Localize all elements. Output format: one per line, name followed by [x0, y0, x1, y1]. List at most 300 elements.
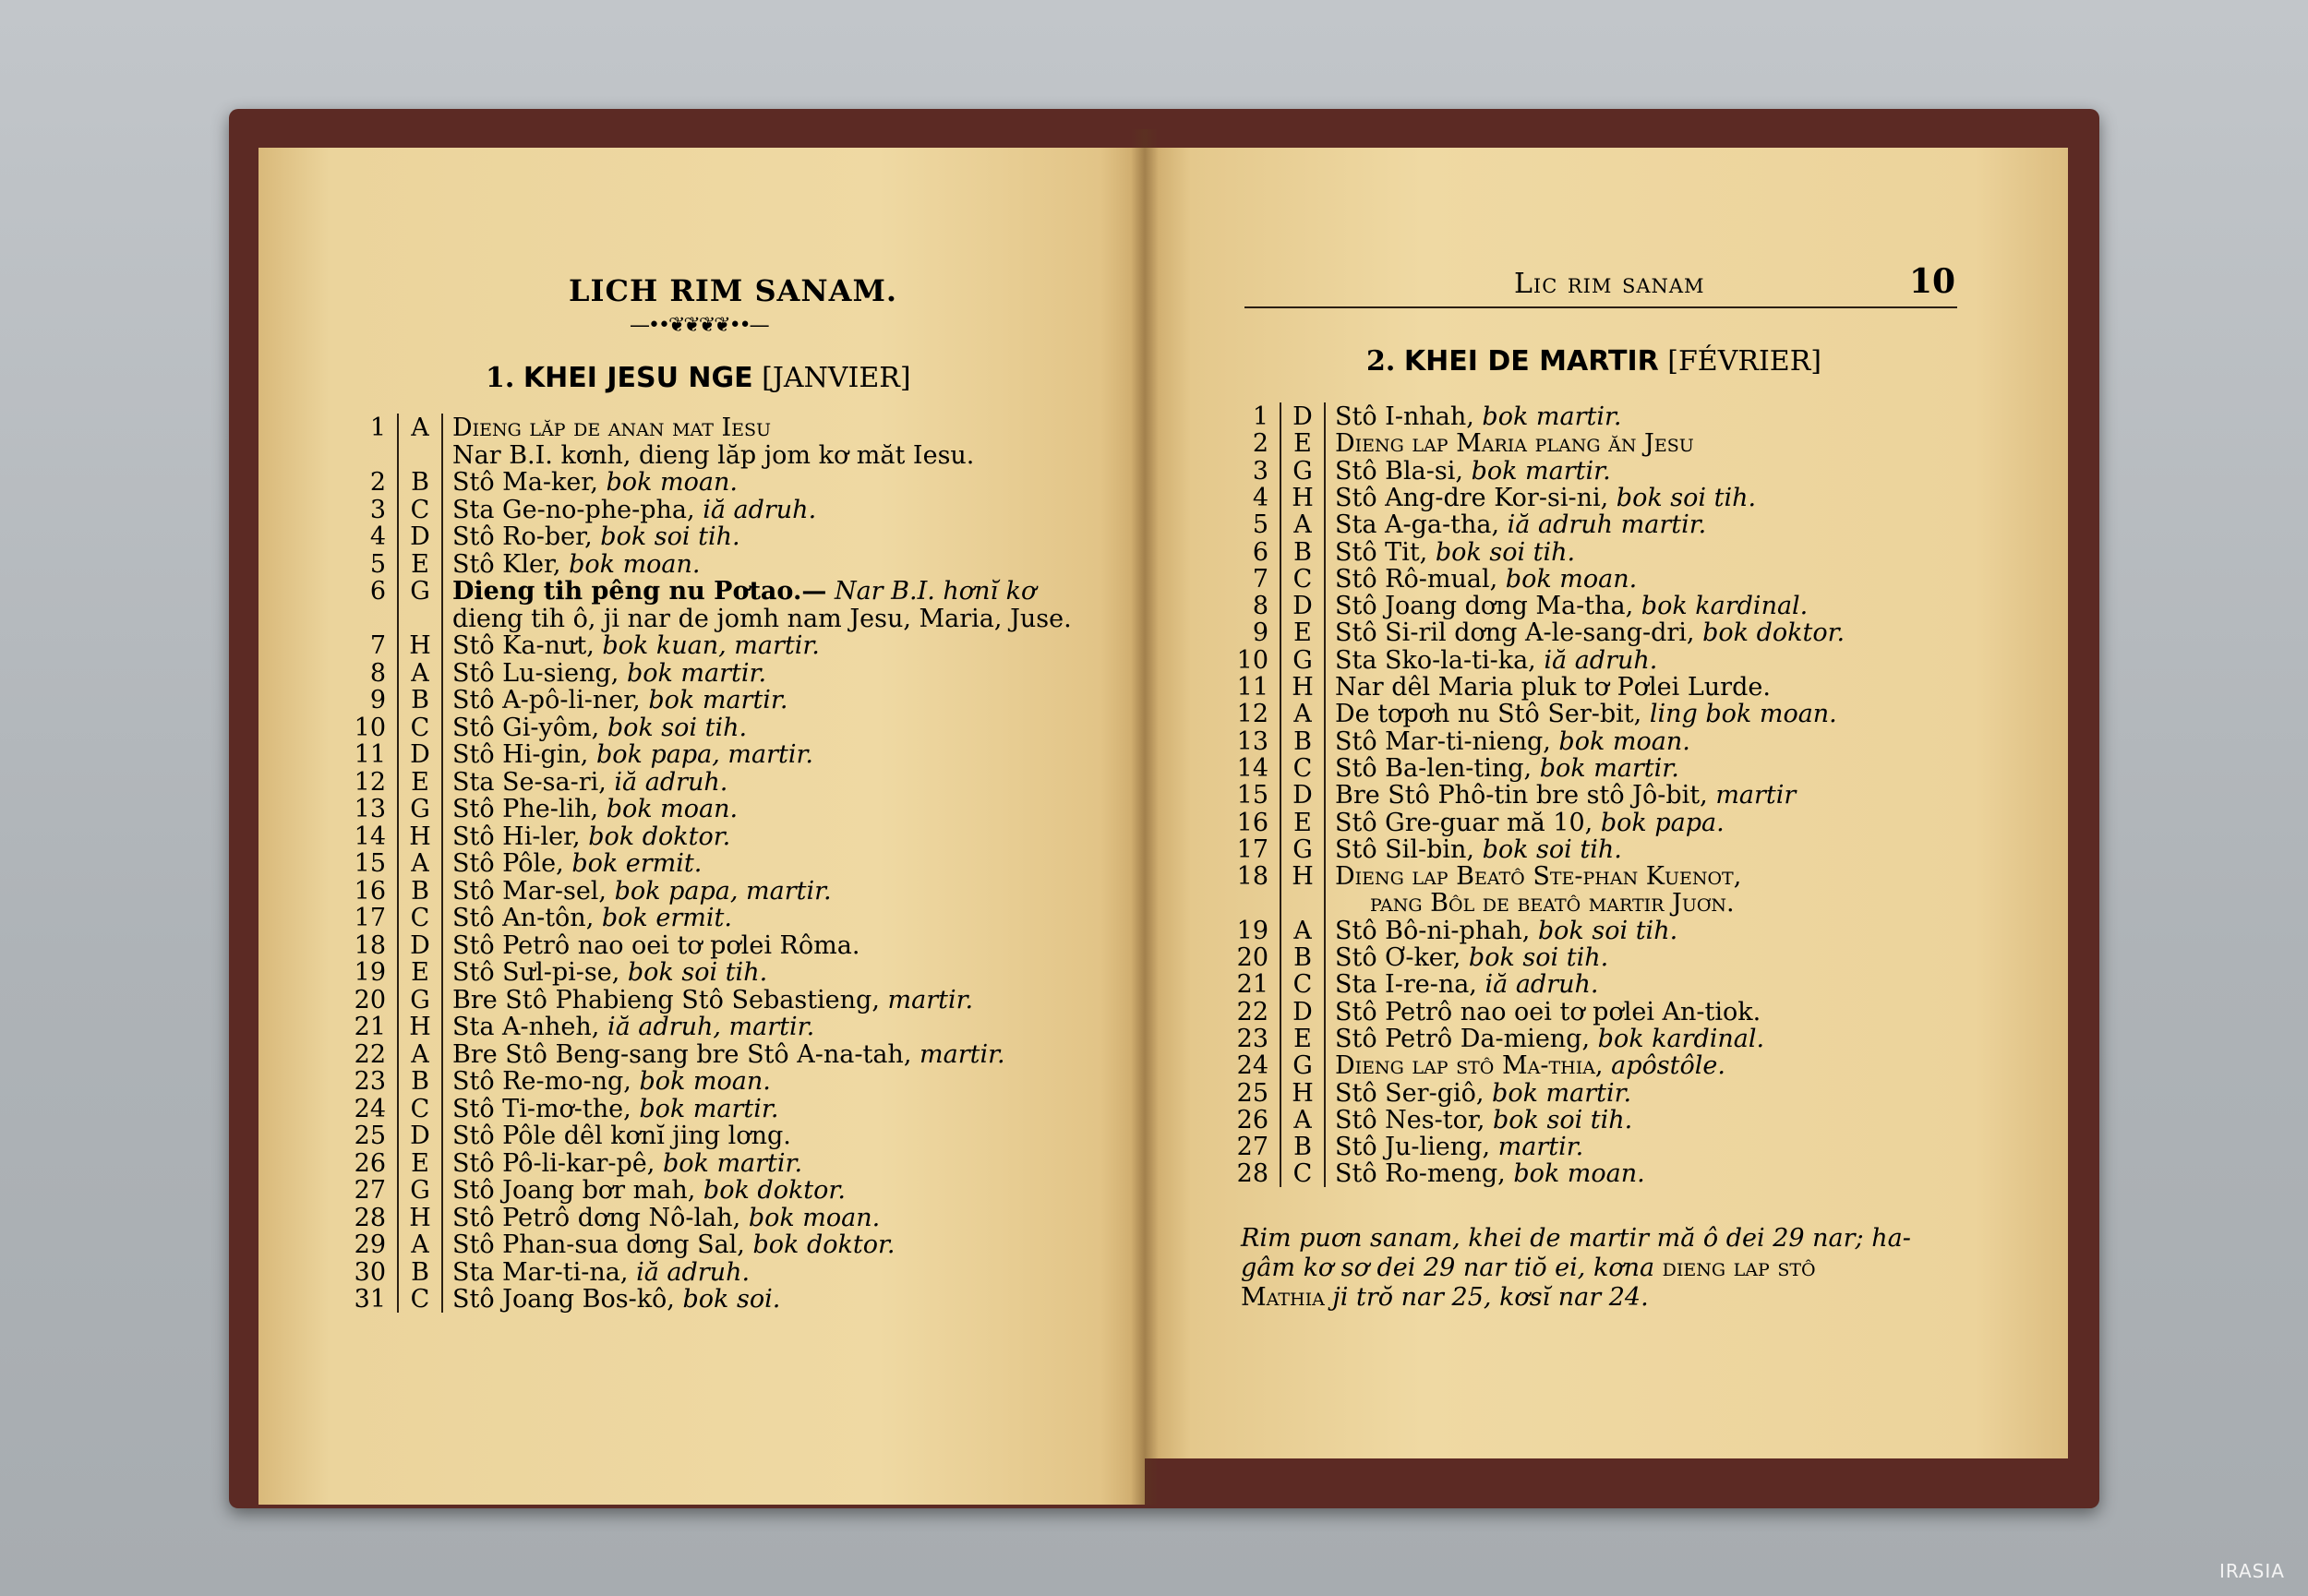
footnote [1241, 1224, 1970, 1313]
day-number: 23 [1236, 1024, 1268, 1053]
day-number: 28 [354, 1203, 386, 1232]
dominical-letter: A [1293, 1105, 1312, 1134]
entry-text: Stô Rô-mual, [1335, 564, 1498, 594]
entry-title: bok martir. [626, 658, 767, 688]
entry-text: Stô Phan-sua dơng Sal, [452, 1230, 745, 1259]
dominical-letter: C [410, 904, 430, 932]
entry-text: Stô Petrô Da-mieng, [1335, 1024, 1591, 1053]
saint-name [1335, 457, 1611, 486]
day-number: 24 [354, 1094, 386, 1123]
dominical-letter: A [411, 658, 429, 688]
column-rule [397, 414, 399, 1313]
dominical-letter: G [410, 577, 430, 606]
saint-name [1335, 943, 1608, 972]
entry-text: Stô Kler, [452, 549, 561, 579]
dominical-letter: E [411, 767, 429, 797]
day-number: 25 [1236, 1078, 1268, 1108]
dominical-letter: G [1292, 645, 1313, 675]
day-number: 8 [369, 658, 386, 688]
day-number: 29 [354, 1230, 386, 1259]
entry-text: Stô Petrô nao oei tơ pơlei An-tiok. [1335, 997, 1761, 1026]
day-number: 27 [354, 1176, 386, 1205]
dominical-letter: A [1293, 916, 1312, 945]
day-number: 15 [1236, 781, 1268, 810]
dominical-letter: D [1292, 781, 1313, 810]
entry-text: Stô Ju-lieng, [1335, 1133, 1491, 1162]
entry-title: martir. [887, 985, 974, 1014]
dominical-letter: C [1292, 1159, 1313, 1189]
day-number: 9 [1252, 618, 1268, 648]
entry-title: bok martir. [662, 1148, 803, 1178]
month-number: 1. [486, 362, 515, 394]
saint-name [1335, 970, 1598, 999]
column-rule [1324, 402, 1326, 1187]
entry-title: bok kardinal. [1597, 1024, 1765, 1053]
saint-name [1335, 998, 1761, 1026]
entry-title: bok soi tih. [600, 522, 740, 551]
saint-name [1335, 484, 1756, 512]
saint-name [452, 1013, 814, 1041]
day-number: 20 [354, 985, 386, 1014]
day-number: 28 [1236, 1159, 1268, 1189]
dominical-letter: D [410, 1122, 430, 1150]
saint-name [452, 1122, 791, 1150]
entry-text: Sta Sko-la-ti-ka, [1335, 645, 1536, 675]
page-number: 10 [1909, 262, 1956, 301]
entry-text: Stô Ti-mơ-the, [452, 1094, 631, 1123]
dominical-letter: A [411, 414, 429, 442]
saint-name [1335, 592, 1808, 620]
entry-title: bok doktor. [588, 822, 731, 851]
entry-title: bok martir. [648, 686, 788, 714]
saint-name [452, 795, 738, 823]
entry-text: Dieng lap Beatô Ste-phan Kuenot, [1335, 862, 1742, 892]
dominical-letter: B [411, 686, 429, 714]
entry-title: martir. [920, 1039, 1005, 1069]
entry-text: Stô Petrô nao oei tơ pơlei Rôma. [452, 930, 860, 960]
dominical-letter: H [1292, 673, 1314, 702]
saint-name [1335, 618, 1845, 647]
footnote-text: dieng lap stô [1662, 1254, 1816, 1282]
dominical-letter: C [410, 495, 430, 524]
entry-text: Stô Gre-guar mă 10, [1335, 808, 1593, 837]
entry-title: iă adruh martir. [1507, 510, 1707, 540]
day-number: 12 [1236, 700, 1268, 729]
saint-name [1335, 1051, 1725, 1080]
day-number: 26 [1236, 1105, 1268, 1134]
entry-text: Stô Re-mo-ng, [452, 1067, 631, 1096]
saint-name [1335, 917, 1677, 945]
day-number: 5 [1252, 510, 1268, 540]
day-number: 15 [354, 849, 386, 878]
saint-name [452, 1176, 846, 1205]
dominical-letter: D [410, 522, 430, 551]
entry-text: Sta A-ga-tha, [1335, 510, 1500, 540]
entry-title: iă adruh, martir. [607, 1013, 815, 1041]
dominical-letter: G [410, 795, 430, 823]
month-name: KHEI DE MARTIR [1403, 345, 1659, 378]
saint-name [1335, 1159, 1645, 1188]
dominical-letter: E [1293, 808, 1312, 837]
day-number: 21 [1236, 970, 1268, 1000]
day-number: 14 [354, 822, 386, 851]
saint-name [1335, 727, 1690, 756]
entry-text: Stô Phe-lih, [452, 795, 599, 823]
entry-text: Dieng lap Maria plang ăn Jesu [1335, 429, 1694, 459]
entry-title: bok doktor. [1702, 618, 1845, 648]
entry-title: iă adruh. [1544, 645, 1658, 675]
saint-name [1335, 429, 1694, 458]
dominical-letter: E [1293, 618, 1312, 648]
saint-name [1335, 565, 1637, 594]
saint-name [452, 659, 766, 688]
day-number: 13 [1236, 726, 1268, 756]
entry-text: De tơpơh nu Stô Ser-bit, [1335, 700, 1642, 729]
dominical-letter: B [411, 876, 429, 906]
entry-title: bok kardinal. [1641, 592, 1809, 621]
entry-title: martir [1715, 781, 1797, 810]
entry-text: Dieng lap stô Ma-thia, [1335, 1051, 1604, 1081]
entry-text: Stô Ba-len-ting, [1335, 753, 1533, 783]
page-title: LICH RIM SANAM. [569, 273, 898, 308]
entry-text: Stô Pôle dêl kơnĭ jing lơng. [452, 1122, 791, 1150]
saint-name [1335, 754, 1679, 783]
day-number: 6 [1252, 537, 1268, 567]
saint-name [1335, 510, 1706, 539]
saint-name [452, 958, 767, 987]
entry-text: Stô Lu-sieng, [452, 658, 619, 688]
footnote-text: gâm kơ sơ dei 29 nar tiŏ ei, kơna [1241, 1254, 1655, 1282]
day-number: 3 [369, 495, 386, 524]
dominical-letter: C [1292, 753, 1313, 783]
entry-title: iă adruh. [1485, 970, 1599, 1000]
saint-name [1335, 1133, 1583, 1161]
entry-text: Sta Ge-no-phe-pha, [452, 495, 695, 524]
saint-name [1335, 646, 1657, 675]
book-gutter [1131, 129, 1159, 1505]
column-rule [1280, 402, 1281, 1187]
entry-text: Stô Bô-ni-phah, [1335, 916, 1531, 945]
entry-text: Stô Hi-gin, [452, 740, 589, 769]
dominical-letter: E [1293, 1024, 1312, 1053]
day-number: 22 [1236, 997, 1268, 1026]
entry-text: Stô Ro-ber, [452, 522, 593, 551]
entry-text: Stô Sưl-pi-se, [452, 958, 620, 987]
entry-text: Stô Ang-dre Kor-si-ni, [1335, 483, 1609, 512]
saint-name [1335, 781, 1796, 810]
dominical-letter: G [1292, 456, 1313, 486]
saint-name [452, 768, 727, 797]
entry-title: iă adruh. [614, 767, 728, 797]
month-number: 2. [1366, 345, 1396, 378]
saint-name [452, 631, 820, 660]
day-number: 7 [369, 631, 386, 660]
dominical-letter: H [409, 1203, 431, 1232]
entry-title: bok moan. [1513, 1159, 1645, 1189]
entry-title: ling bok moan. [1649, 700, 1837, 729]
dominical-letter: E [411, 958, 429, 987]
entry-title: bok moan. [748, 1203, 881, 1232]
dominical-letter: A [411, 849, 429, 878]
entry-title: bok martir. [639, 1094, 779, 1123]
day-number: 11 [354, 740, 386, 769]
saint-name [452, 1285, 780, 1314]
entry-title: iă adruh. [636, 1257, 751, 1287]
entry-title: bok martir. [1492, 1078, 1632, 1108]
day-number: 23 [354, 1067, 386, 1096]
dominical-letter: B [411, 468, 429, 497]
saint-name [452, 522, 740, 551]
day-number: 30 [354, 1257, 386, 1287]
day-number: 11 [1236, 673, 1268, 702]
entry-title: bok moan. [639, 1067, 771, 1096]
footnote-line [1241, 1283, 1970, 1313]
entry-text: Stô Bla-si, [1335, 456, 1463, 486]
entry-text: Stô I-nhah, [1335, 402, 1474, 431]
dominical-letter: B [1293, 943, 1312, 972]
day-number: 26 [354, 1148, 386, 1178]
entry-title: bok soi tih. [1537, 916, 1678, 945]
saint-name [452, 414, 771, 442]
entry-text: Stô Pôle, [452, 849, 564, 878]
day-number: 19 [354, 958, 386, 987]
saint-name [452, 550, 701, 579]
saint-name [452, 686, 787, 714]
day-number: 18 [1236, 862, 1268, 892]
entry-text: Stô Mar-sel, [452, 876, 607, 906]
entry-title: bok kuan, martir. [602, 631, 820, 660]
entry-text: Stô A-pô-li-ner, [452, 686, 641, 714]
entry-continuation: Nar B.I. kơnh, dieng lăp jom kơ măt Iesu. [452, 440, 975, 470]
entry-text: Stô Ka-nưt, [452, 631, 595, 660]
day-number: 31 [354, 1285, 386, 1314]
month-name: KHEI JESU NGE [523, 362, 753, 394]
entry-title: bok martir. [1471, 456, 1611, 486]
entry-title: martir. [1497, 1133, 1584, 1162]
saint-name [452, 931, 859, 960]
dominical-letter: H [1292, 862, 1314, 892]
saint-name [452, 1149, 802, 1178]
dominical-letter: B [411, 1067, 429, 1096]
watermark: IRASIA [2219, 1560, 2285, 1582]
month-french: [JANVIER] [762, 362, 911, 394]
day-number: 18 [354, 930, 386, 960]
dominical-letter: B [1293, 726, 1312, 756]
entry-title: bok ermit. [601, 904, 732, 932]
entry-text: Sta I-re-na, [1335, 970, 1477, 1000]
day-number: 16 [354, 876, 386, 906]
saint-name [452, 1258, 750, 1287]
dominical-letter: C [410, 713, 430, 742]
month-heading-february [1366, 345, 1821, 378]
saint-name [452, 1040, 1005, 1069]
day-number: 1 [1252, 402, 1268, 431]
saint-name [1335, 862, 1741, 891]
entry-text: Dieng tih pêng nu Pơtao.— [452, 577, 827, 606]
dominical-letter: A [411, 1230, 429, 1259]
day-number: 24 [1236, 1051, 1268, 1081]
entry-text: Bre Stô Beng-sang bre Stô A-na-tah, [452, 1039, 912, 1069]
entry-text: Nar dêl Maria pluk tơ Pơlei Lurde. [1335, 673, 1771, 702]
saint-name [452, 877, 832, 906]
entry-text: Stô Joang Bos-kô, [452, 1285, 675, 1314]
dominical-letter: C [1292, 564, 1313, 594]
entry-text: Stô Ro-meng, [1335, 1159, 1506, 1189]
saint-name [452, 577, 1036, 606]
dominical-letter: D [1292, 402, 1313, 431]
day-number: 7 [1252, 564, 1268, 594]
entry-continuation: dieng tih ô, ji nar de jomh nam Jesu, Maria, Juse. [452, 604, 1072, 633]
saint-name [452, 714, 747, 742]
entry-title: iă adruh. [703, 495, 817, 524]
footnote-text: ji trŏ nar 25, kơsĭ nar 24. [1332, 1283, 1649, 1312]
entry-title: bok soi tih. [1468, 943, 1609, 972]
entry-title: bok soi tih. [627, 958, 768, 987]
dominical-letter: E [411, 549, 429, 579]
dominical-letter: A [411, 1039, 429, 1069]
saint-name [1335, 1106, 1632, 1134]
day-number: 16 [1236, 808, 1268, 837]
saint-name [1335, 402, 1622, 431]
day-number: 6 [369, 577, 386, 606]
saint-name [452, 822, 730, 851]
entry-title: bok ermit. [571, 849, 703, 878]
saint-name [452, 1204, 880, 1232]
dominical-letter: H [409, 1013, 431, 1041]
entry-text: Stô Pô-li-kar-pê, [452, 1148, 655, 1178]
day-number: 2 [369, 468, 386, 497]
dominical-letter: H [1292, 1078, 1314, 1108]
day-number: 17 [354, 904, 386, 932]
saint-name [452, 849, 702, 878]
day-number: 9 [369, 686, 386, 714]
dominical-letter: C [410, 1094, 430, 1123]
dominical-letter: D [1292, 592, 1313, 621]
dominical-letter: A [1293, 510, 1312, 540]
dominical-letter: C [410, 1285, 430, 1314]
saint-name [1335, 538, 1575, 567]
entry-text: Sta A-nheh, [452, 1013, 600, 1041]
entry-text: Stô Ser-giô, [1335, 1078, 1485, 1108]
running-head: Lic rim sanam [1514, 268, 1705, 300]
dominical-letter: H [1292, 483, 1314, 512]
dominical-letter: G [410, 985, 430, 1014]
dominical-letter: H [409, 631, 431, 660]
day-number: 1 [369, 414, 386, 442]
entry-title: bok moan. [606, 468, 738, 497]
day-number: 4 [369, 522, 386, 551]
saint-name [1335, 835, 1622, 864]
ornament: —••❦❦❦❦••— [630, 314, 768, 337]
entry-title: bok moan. [1558, 726, 1690, 756]
day-number: 4 [1252, 483, 1268, 512]
saint-name [452, 1067, 771, 1096]
entry-text: Stô Petrô dơng Nô-lah, [452, 1203, 741, 1232]
saint-name [452, 1230, 896, 1259]
day-number: 2 [1252, 429, 1268, 459]
entry-title: bok martir. [1482, 402, 1622, 431]
dominical-letter: D [410, 930, 430, 960]
dominical-letter: B [411, 1257, 429, 1287]
dominical-letter: C [1292, 970, 1313, 1000]
day-number: 14 [1236, 753, 1268, 783]
dominical-letter: B [1293, 1133, 1312, 1162]
footnote-line: Rim puơn sanam, khei de martir mă ô dei 29 nar; ha- [1241, 1224, 1911, 1253]
saint-name [1335, 673, 1771, 702]
dominical-letter: H [409, 822, 431, 851]
entry-text: Sta Se-sa-ri, [452, 767, 607, 797]
entry-title: bok soi. [682, 1285, 781, 1314]
saint-name [1335, 1079, 1631, 1108]
entry-text: Stô Joang dơng Ma-tha, [1335, 592, 1634, 621]
saint-name [452, 986, 973, 1014]
entry-text: Bre Stô Phô-tin bre stô Jô-bit, [1335, 781, 1708, 810]
entry-title: apôstôle. [1611, 1051, 1725, 1081]
entry-title: bok soi tih. [1435, 537, 1576, 567]
entry-text: Stô Ơ-ker, [1335, 943, 1461, 972]
entry-text: Bre Stô Phabieng Stô Sebastieng, [452, 985, 880, 1014]
entry-title: bok soi tih. [1616, 483, 1757, 512]
day-number: 19 [1236, 916, 1268, 945]
entry-text: Dieng lăp de anan mat Iesu [452, 414, 772, 442]
entry-text: Stô Joang bơr mah, [452, 1176, 696, 1205]
dominical-letter: B [1293, 537, 1312, 567]
entry-text: Stô Si-ril dơng A-le-sang-dri, [1335, 618, 1695, 648]
dominical-letter: G [1292, 1051, 1313, 1081]
saint-name [452, 468, 738, 497]
dominical-letter: E [1293, 429, 1312, 459]
entry-title: bok moan. [606, 795, 739, 823]
day-number: 17 [1236, 834, 1268, 864]
entry-text: Stô Nes-tor, [1335, 1105, 1485, 1134]
footnote-text: Mathia [1241, 1283, 1325, 1312]
saint-name [452, 740, 813, 769]
dominical-letter: G [410, 1176, 430, 1205]
day-number: 3 [1252, 456, 1268, 486]
entry-continuation: pang Bôl de beatô martir Juơn. [1370, 889, 1735, 918]
entry-text: Stô Mar-ti-nieng, [1335, 726, 1551, 756]
entry-title: bok doktor. [703, 1176, 846, 1205]
day-number: 22 [354, 1039, 386, 1069]
entry-text: Stô Tit, [1335, 537, 1428, 567]
day-number: 10 [354, 713, 386, 742]
entry-title: bok soi tih. [1493, 1105, 1633, 1134]
dominical-letter: D [410, 740, 430, 769]
day-number: 20 [1236, 943, 1268, 972]
dominical-letter: E [411, 1148, 429, 1178]
dominical-letter: D [1292, 997, 1313, 1026]
day-number: 25 [354, 1122, 386, 1150]
saint-name [1335, 809, 1725, 837]
entry-title: bok papa, martir. [595, 740, 814, 769]
saint-name [1335, 1025, 1764, 1053]
column-rule [441, 414, 443, 1313]
entry-title: Nar B.I. hơnĭ kơ [834, 577, 1037, 606]
dominical-letter: A [1293, 700, 1312, 729]
day-number: 27 [1236, 1133, 1268, 1162]
entry-text: Sta Mar-ti-na, [452, 1257, 629, 1287]
entry-title: bok doktor. [752, 1230, 896, 1259]
entry-text: Stô An-tôn, [452, 904, 595, 932]
saint-name [1335, 700, 1837, 728]
entry-text: Stô Hi-ler, [452, 822, 581, 851]
entry-title: bok papa. [1600, 808, 1725, 837]
day-number: 13 [354, 795, 386, 823]
entry-text: Stô Ma-ker, [452, 468, 598, 497]
entry-title: bok papa, martir. [614, 876, 832, 906]
entry-text: Stô Sil-bin, [1335, 834, 1474, 864]
entry-title: bok moan. [1505, 564, 1638, 594]
